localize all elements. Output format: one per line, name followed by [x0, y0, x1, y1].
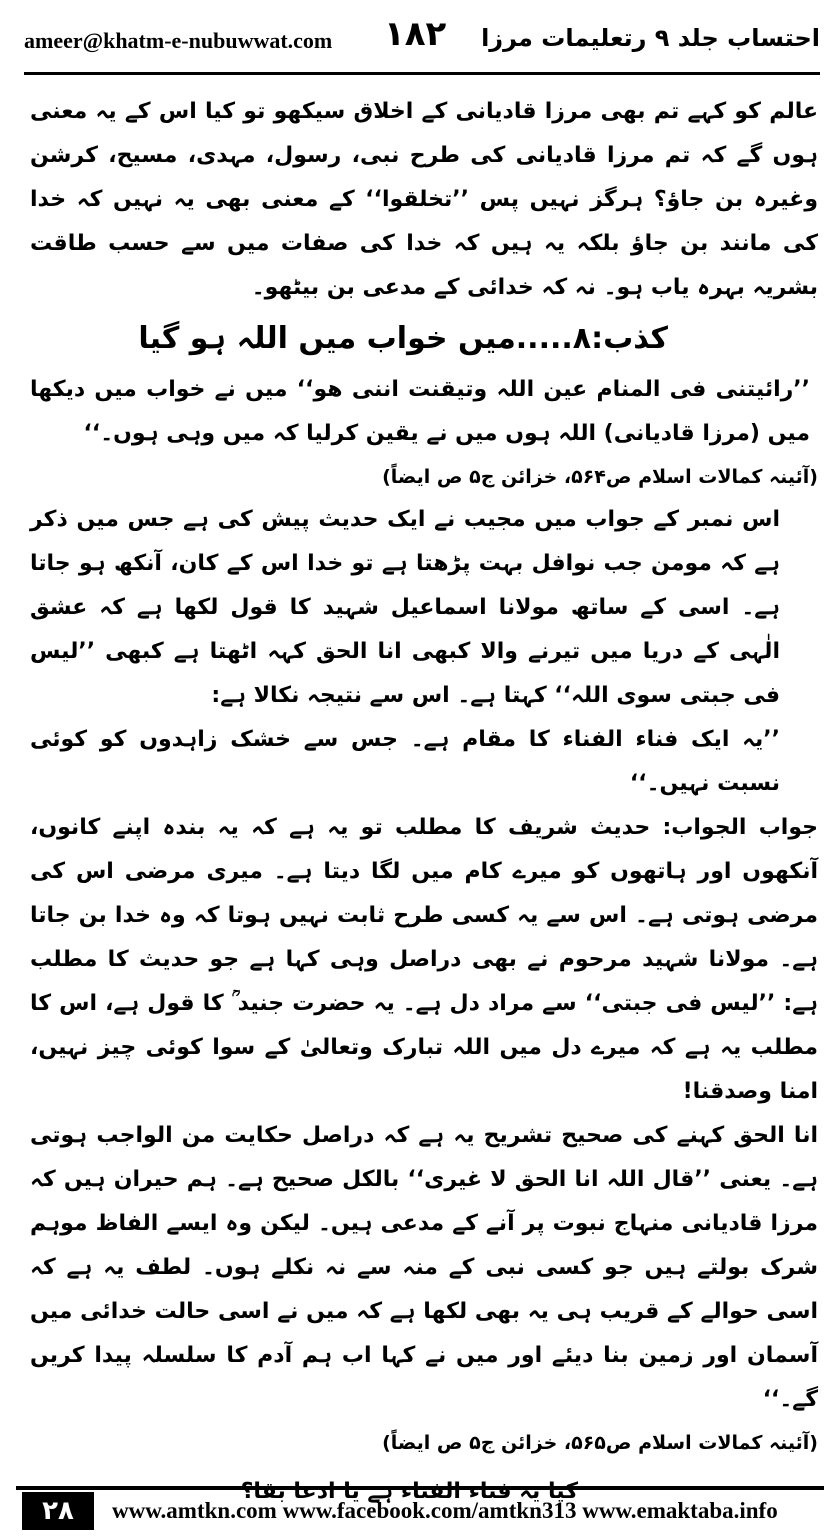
footer-links: www.amtkn.com www.facebook.com/amtkn313 www.emaktaba.info: [112, 1498, 778, 1523]
reference-2: (آئینہ کمالات اسلام ص۵۶۵، خزائن ج۵ ص ایضاً): [382, 1432, 818, 1454]
quote-fana: ’’یہ ایک فناء الفناء کا مقام ہے۔ جس سے خشک زاہدوں کو کوئی نسبت نہیں۔‘‘: [30, 727, 780, 796]
arabic-quote: [30, 368, 818, 456]
paragraph-explanation: انا الحق کہنے کی صحیح تشریح یہ ہے کہ دراصل حکایت من الواجب ہوتی ہے۔ یعنی ’’قال اللہ انا الحق لا غیری‘‘ بالکل صحیح ہے۔ ہم حیران ہیں کہ مرزا قادیانی منہاج نبوت پر آنے کے مدعی ہیں۔ لیکن وہ ایسے الفاظ موہم شرک بولتے ہیں جو کسی نبی کے منہ سے نہ نکلے ہوں۔ لطف یہ ہے کہ اسی حوالے کے قریب ہی یہ بھی لکھا ہے کہ میں نے اسی حالت خدائی میں آسمان اور زمین بنا دیئے اور میں نے کہا اب ہم آدم کا سلسلہ پیدا کریں گے۔‘‘: [30, 1123, 818, 1412]
page-body: [30, 90, 818, 1504]
paragraph-answer: اس نمبر کے جواب میں مجیب نے ایک حدیث پیش کی ہے جس میں ذکر ہے کہ مومن جب نوافل بہت پڑھتا ہے تو خدا اس کے کان، آنکھ ہو جاتا ہے۔ اسی کے ساتھ مولانا اسماعیل شہید کا قول لکھا ہے کہ عشق الٰہی کے دریا میں تیرنے والا کبھی انا الحق کہہ اٹھتا ہے کبھی ’’لیس فی جبتی سوی اللہ‘‘ کہتا ہے۔ اس سے نتیجہ نکالا ہے:: [30, 507, 780, 708]
reference-1: (آئینہ کمالات اسلام ص۵۶۴، خزائن ج۵ ص ایضاً): [382, 466, 818, 488]
header-email: ameer@khatm-e-nubuwwat.com: [24, 28, 333, 53]
footer-page-number: ۲۸: [22, 1492, 94, 1530]
page-header: [24, 14, 820, 75]
closing-question: کیا یہ فناء الفناء ہے یا ادعا بقا؟: [240, 1479, 578, 1504]
header-page-number: ۱۸۲: [384, 14, 447, 54]
urdu-translation: میں نے خواب میں دیکھا میں (مرزا قادیانی) اللہ ہوں میں نے یقین کرلیا کہ میں وہی ہوں۔‘‘: [30, 377, 810, 446]
paragraph-rebuttal: جواب الجواب: حدیث شریف کا مطلب تو یہ ہے کہ یہ بندہ اپنے کانوں، آنکھوں اور ہاتھوں کو میرے کام میں لگا دیتا ہے۔ میری مرضی اس کی مرضی ہوتی ہے۔ اس سے یہ کسی طرح ثابت نہیں ہوتا کہ وہ خدا بن جاتا ہے۔ مولانا شہید مرحوم نے بھی دراصل وہی کہا ہے جو حدیث کا مطلب ہے: ’’لیس فی جبتی‘‘ سے مراد دل ہے۔ یہ حضرت جنید ؒ کا قول ہے، اس کا مطلب یہ ہے کہ میرے دل میں اللہ تبارک وتعالیٰ کے سوا کوئی چیز نہیں، امنا وصدقنا!: [30, 815, 818, 1104]
arabic-quote-text: ’’رائیتنی فی المنام عین اللہ وتیقنت اننی ھو‘‘: [296, 377, 810, 402]
header-series-title: احتساب جلد ۹ رتعلیمات مرزا: [481, 24, 820, 52]
paragraph-intro: عالم کو کہے تم بھی مرزا قادیانی کے اخلاق سیکھو تو کیا اس کے یہ معنی ہوں گے کہ تم مرزا قادیانی کی طرح نبی، رسول، مہدی، مسیح، کرشن وغیرہ بن جاؤ؟ ہرگز نہیں پس ’’تخلقوا‘‘ کے معنی بھی یہ نہیں کہ خدا کی مانند بن جاؤ بلکہ یہ ہیں کہ خدا کی صفات میں سے حسب طاقت بشریہ بہرہ یاب ہو۔ نہ کہ خدائی کے مدعی بن بیٹھو۔: [30, 99, 818, 300]
page-footer: [16, 1486, 824, 1536]
section-heading: کذب:۸.....میں خواب میں اللہ ہو گیا: [138, 321, 668, 356]
